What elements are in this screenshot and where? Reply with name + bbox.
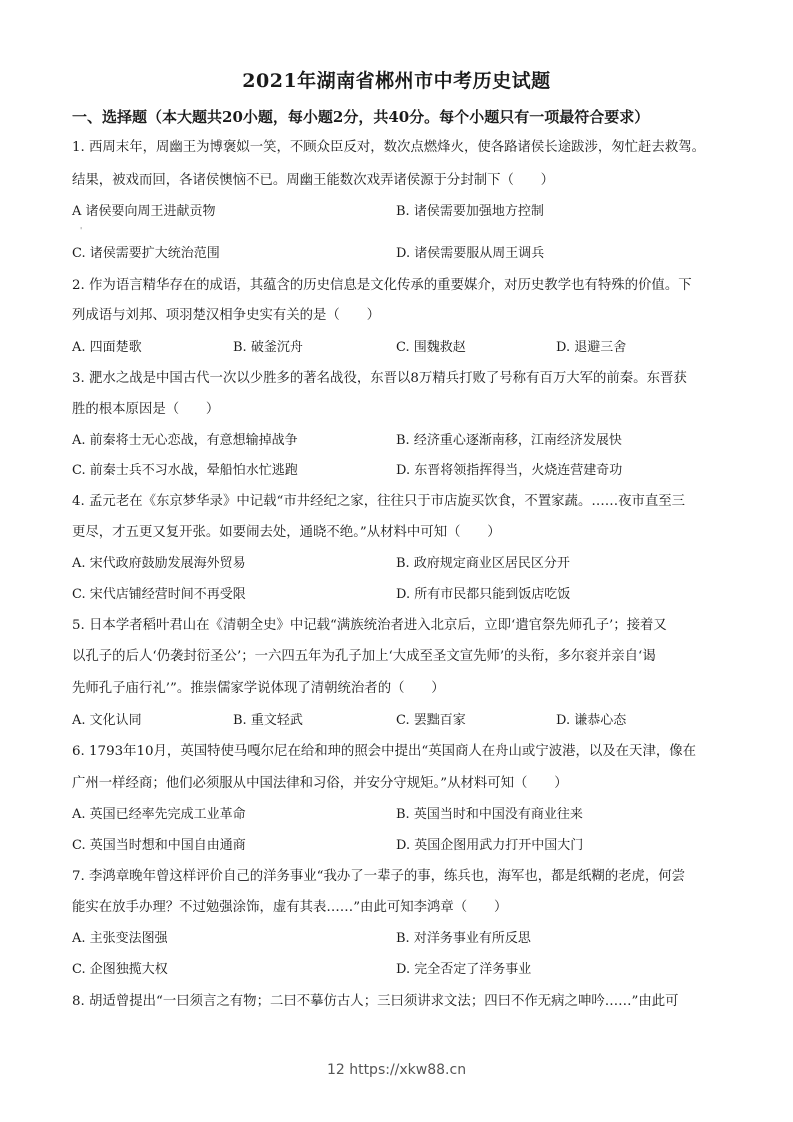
question-1-line-2: 结果，被戏而回，各诸侯懊恼不已。周幽王能数次戏弄诸侯源于分封制下（ ）	[72, 173, 555, 188]
stray-mark: '	[80, 226, 83, 235]
page-title: 2021年湖南省郴州市中考历史试题	[242, 70, 551, 92]
question-1-option-d: D. 诸侯需要服从周王调兵	[396, 246, 545, 261]
question-2-option-d: D. 退避三舍	[556, 340, 627, 355]
question-7-line-1: 7. 李鸿章晚年曾这样评价自己的洋务事业“我办了一辈子的事，练兵也，海军也，都是纸糊的老虎，何尝	[72, 869, 686, 884]
question-4-option-c: C. 宋代店铺经营时间不再受限	[72, 587, 246, 602]
question-1-option-c: C. 诸侯需要扩大统治范围	[72, 246, 220, 261]
question-3-option-b: B. 经济重心逐渐南移，江南经济发展快	[396, 433, 622, 448]
question-7-option-c: C. 企图独揽大权	[72, 962, 168, 977]
question-5-option-a: A. 文化认同	[72, 713, 142, 728]
question-6-option-b: B. 英国当时和中国没有商业往来	[396, 807, 583, 822]
question-4-option-a: A. 宋代政府鼓励发展海外贸易	[72, 556, 246, 571]
question-7-option-d: D. 完全否定了洋务事业	[396, 962, 532, 977]
question-7-option-b: B. 对洋务事业有所反思	[396, 931, 531, 946]
question-4-option-d: D. 所有市民都只能到饭店吃饭	[396, 587, 571, 602]
question-4-line-1: 4. 孟元老在《东京梦华录》中记载“市井经纪之家，往往只于市店旋买饮食，不置家蔬。……夜市直至三	[72, 494, 686, 509]
question-7-line-2: 能实在放手办理？不过勉强涂饰，虚有其表……”由此可知李鸿章（ ）	[72, 900, 508, 915]
question-2-line-2: 列成语与刘邦、项羽楚汉相争史实有关的是（ ）	[72, 308, 380, 323]
page-footer: 12 https://xkw88.cn	[326, 1062, 467, 1078]
question-5-option-b: B. 重文轻武	[233, 713, 303, 728]
question-3-line-2: 胜的根本原因是（ ）	[72, 402, 220, 417]
question-6-option-a: A. 英国已经率先完成工业革命	[72, 807, 246, 822]
question-1-option-a: A 诸侯要向周王进献贡物	[72, 204, 216, 219]
question-3-option-c: C. 前秦士兵不习水战，晕船怕水忙逃跑	[72, 463, 298, 478]
question-2-line-1: 2. 作为语言精华存在的成语，其蕴含的历史信息是文化传承的重要媒介，对历史教学也有特殊的价值。下	[72, 278, 692, 293]
question-5-option-c: C. 罢黜百家	[396, 713, 466, 728]
question-3-option-d: D. 东晋将领指挥得当，火烧连营建奇功	[396, 463, 623, 478]
question-6-line-1: 6. 1793年10月，英国特使马嘎尔尼在给和珅的照会中提出“英国商人在舟山或宁波港，以及在天津，像在	[72, 744, 697, 759]
question-6-option-c: C. 英国当时想和中国自由通商	[72, 838, 246, 853]
question-1-line-1: 1. 西周末年，周幽王为博褒姒一笑，不顾众臣反对，数次点燃烽火，使各路诸侯长途跋涉，匆忙赶去救驾。	[72, 140, 705, 155]
question-5-line-3: 先师孔子庙行礼’”。推崇儒家学说体现了清朝统治者的（ ）	[72, 681, 445, 696]
question-4-option-b: B. 政府规定商业区居民区分开	[396, 556, 570, 571]
section-heading: 一、选择题（本大题共20小题，每小题2分，共40分。每个小题只有一项最符合要求）	[72, 108, 650, 126]
question-5-line-2: 以孔子的后人‘仍袭封衍圣公’；一六四五年为孔子加上‘大成至圣文宣先师’的头衔，多尔衮并亲自‘谒	[72, 649, 656, 664]
question-3-line-1: 3. 淝水之战是中国古代一次以少胜多的著名战役，东晋以8万精兵打败了号称有百万大军的前秦。东晋获	[72, 371, 687, 386]
question-2-option-b: B. 破釜沉舟	[233, 340, 303, 355]
question-7-option-a: A. 主张变法图强	[72, 931, 168, 946]
question-3-option-a: A. 前秦将士无心恋战，有意想输掉战争	[72, 433, 298, 448]
question-2-option-c: C. 围魏救赵	[396, 340, 466, 355]
question-8-line-1: 8. 胡适曾提出“一曰须言之有物；二曰不摹仿古人；三曰须讲求文法；四曰不作无病之呻吟……”由此可	[72, 994, 679, 1009]
question-1-option-b: B. 诸侯需要加强地方控制	[396, 204, 544, 219]
question-5-option-d: D. 谦恭心态	[556, 713, 627, 728]
question-4-line-2: 更尽，才五更又复开张。如要闹去处，通晓不绝。”从材料中可知（ ）	[72, 525, 501, 540]
question-6-option-d: D. 英国企图用武力打开中国大门	[396, 838, 584, 853]
question-2-option-a: A. 四面楚歌	[72, 340, 142, 355]
question-5-line-1: 5. 日本学者稻叶君山在《清朝全史》中记载“满族统治者进入北京后，立即‘遣官祭先师孔子’；接着又	[72, 618, 667, 633]
question-6-line-2: 广州一样经商；他们必须服从中国法律和习俗，并安分守规矩。”从材料可知（ ）	[72, 776, 568, 791]
